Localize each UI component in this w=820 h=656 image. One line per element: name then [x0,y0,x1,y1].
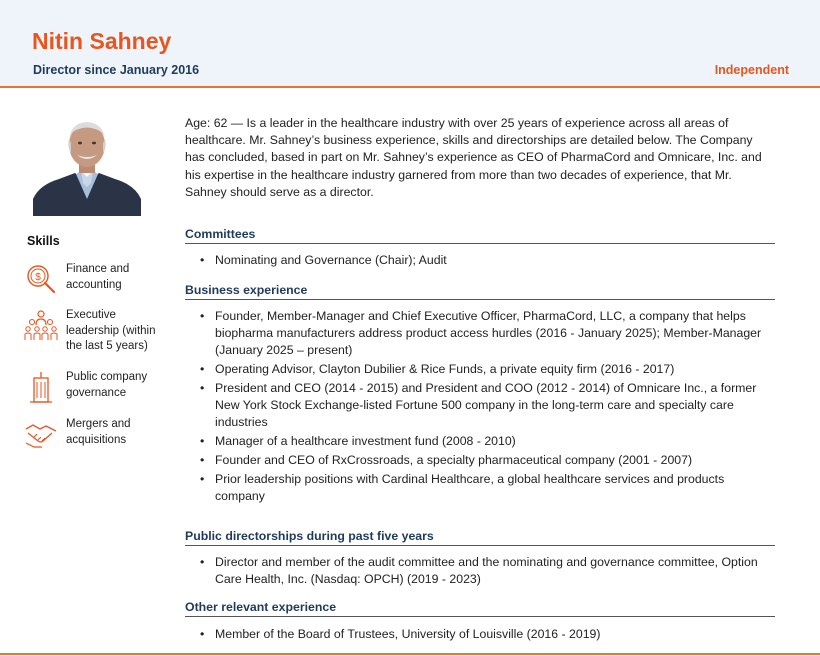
section-directorships-title: Public directorships during past five years [185,529,775,546]
director-photo [33,113,141,216]
list-item: • Member of the Board of Trustees, University of Louisville (2016 - 2019) [199,626,777,643]
skill-finance [24,262,174,302]
skill-governance [24,370,174,410]
list-item: • Manager of a healthcare investment fund (2008 - 2010) [199,433,777,450]
independence-status: Independent [714,63,789,77]
building-icon [24,370,58,404]
director-since: Director since January 2016 [33,63,200,77]
skills-heading: Skills [27,234,60,248]
portrait-image [33,113,141,216]
committees-list [199,252,777,271]
footer-divider [0,653,820,655]
profile-header [0,0,820,88]
list-item: • Prior leadership positions with Cardinal Healthcare, a global healthcare services and products company [199,471,777,505]
directorships-list [199,554,777,590]
skill-label: Mergers and acquisitions [66,418,131,446]
business-experience-list [199,308,777,507]
skill-mergers [24,417,174,457]
list-item: • Director and member of the audit committee and the nominating and governance committee, Option Care Health, Inc. (Nasdaq: OPCH) (2019 - 2023) [199,554,777,588]
director-name: Nitin Sahney [32,28,172,54]
list-item: • Founder and CEO of RxCrossroads, a specialty pharmaceutical company (2001 - 2007) [199,452,777,469]
skill-label: Executive leadership (within the last 5 years) [66,309,156,352]
list-item: • Founder, Member-Manager and Chief Executive Officer, PharmaCord, LLC, a company that helps biopharma manufacturers address product access hurdles (2016 - January 2025); Member-Manager (January 2025 – present) [199,308,777,359]
skill-label: Public company governance [66,371,148,399]
svg-text:$: $ [35,272,41,283]
leadership-icon [24,308,58,342]
list-item: • Operating Advisor, Clayton Dubilier & Rice Funds, a private equity firm (2016 - 2017) [199,361,777,378]
other-experience-list [199,626,777,645]
list-item: • Nominating and Governance (Chair); Audit [199,252,777,269]
section-other-title: Other relevant experience [185,600,775,617]
list-item: • President and CEO (2014 - 2015) and President and COO (2012 - 2014) of Omnicare Inc., a former New York Stock Exchange-listed Fortune 500 company in the long-term care and specialty care industries [199,380,777,431]
skill-leadership [24,308,174,352]
handshake-icon [24,417,58,451]
section-committees-title: Committees [185,227,775,244]
director-bio: Age: 62 — Is a leader in the healthcare industry with over 25 years of experience across all areas of healthcare. Mr. Sahney’s business experience, skills and directorships are detailed below. The Company has concluded, based in part on Mr. Sahney’s experience as CEO of PharmaCord and Omnicare, Inc. and his expertise in the healthcare industry garnered from more than two decades of experience, that Mr. Sahney should serve as a director. [185,116,762,199]
section-business-title: Business experience [185,283,775,300]
finance-icon [24,262,58,296]
skill-label: Finance and accounting [66,263,130,291]
